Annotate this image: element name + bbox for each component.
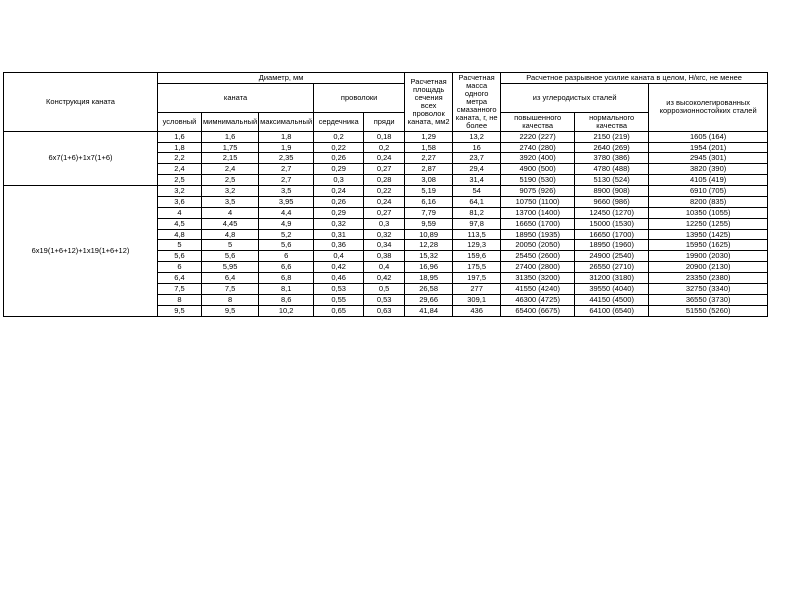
data-cell: 44150 (4500) bbox=[575, 294, 649, 305]
data-cell: 1,75 bbox=[202, 142, 259, 153]
data-cell: 4,9 bbox=[259, 218, 314, 229]
data-cell: 129,3 bbox=[453, 240, 501, 251]
table-row bbox=[4, 131, 768, 142]
data-cell: 16650 (1700) bbox=[501, 218, 575, 229]
data-cell: 4,45 bbox=[202, 218, 259, 229]
data-cell: 6 bbox=[259, 251, 314, 262]
data-cell: 309,1 bbox=[453, 294, 501, 305]
data-cell: 23,7 bbox=[453, 153, 501, 164]
data-cell: 0,53 bbox=[314, 283, 364, 294]
data-cell: 2,7 bbox=[259, 164, 314, 175]
data-cell: 0,22 bbox=[364, 186, 405, 197]
data-cell: 36550 (3730) bbox=[649, 294, 768, 305]
data-cell: 10,2 bbox=[259, 305, 314, 316]
data-cell: 7,5 bbox=[202, 283, 259, 294]
data-cell: 3,95 bbox=[259, 196, 314, 207]
data-cell: 0,18 bbox=[364, 131, 405, 142]
data-cell: 3,6 bbox=[158, 196, 202, 207]
data-cell: 3920 (400) bbox=[501, 153, 575, 164]
data-cell: 29,66 bbox=[405, 294, 453, 305]
header-strand: пряди bbox=[364, 112, 405, 131]
data-cell: 277 bbox=[453, 283, 501, 294]
data-cell: 9,5 bbox=[202, 305, 259, 316]
data-cell: 3820 (390) bbox=[649, 164, 768, 175]
data-cell: 46300 (4725) bbox=[501, 294, 575, 305]
data-cell: 0,29 bbox=[314, 164, 364, 175]
header-minimal: мимнимальный bbox=[202, 112, 259, 131]
data-cell: 113,5 bbox=[453, 229, 501, 240]
header-construction: Конструкция каната bbox=[4, 73, 158, 132]
data-cell: 2,4 bbox=[202, 164, 259, 175]
data-cell: 0,5 bbox=[364, 283, 405, 294]
header-breaking-group: Расчетное разрывное усилие каната в целом, Н/кгс, не менее bbox=[501, 73, 768, 84]
data-cell: 10350 (1055) bbox=[649, 207, 768, 218]
data-cell: 16 bbox=[453, 142, 501, 153]
data-cell: 0,24 bbox=[314, 186, 364, 197]
data-cell: 5,19 bbox=[405, 186, 453, 197]
data-cell: 13700 (1400) bbox=[501, 207, 575, 218]
data-cell: 1,9 bbox=[259, 142, 314, 153]
data-cell: 0,63 bbox=[364, 305, 405, 316]
data-cell: 39550 (4040) bbox=[575, 283, 649, 294]
data-cell: 32750 (3340) bbox=[649, 283, 768, 294]
data-cell: 1,6 bbox=[158, 131, 202, 142]
header-normal-quality: нормального качества bbox=[575, 112, 649, 131]
data-cell: 5 bbox=[202, 240, 259, 251]
data-cell: 65400 (6675) bbox=[501, 305, 575, 316]
data-cell: 0,2 bbox=[364, 142, 405, 153]
data-cell: 8900 (908) bbox=[575, 186, 649, 197]
data-cell: 54 bbox=[453, 186, 501, 197]
data-cell: 20050 (2050) bbox=[501, 240, 575, 251]
data-cell: 2,27 bbox=[405, 153, 453, 164]
data-cell: 41,84 bbox=[405, 305, 453, 316]
data-cell: 64100 (6540) bbox=[575, 305, 649, 316]
data-cell: 6910 (705) bbox=[649, 186, 768, 197]
data-cell: 0,42 bbox=[314, 262, 364, 273]
data-cell: 4 bbox=[202, 207, 259, 218]
data-cell: 1,58 bbox=[405, 142, 453, 153]
table-body bbox=[4, 131, 768, 316]
data-cell: 7,5 bbox=[158, 283, 202, 294]
data-cell: 1,6 bbox=[202, 131, 259, 142]
data-cell: 97,8 bbox=[453, 218, 501, 229]
header-carbon-steels: из углеродистых сталей bbox=[501, 83, 649, 112]
data-cell: 4 bbox=[158, 207, 202, 218]
data-cell: 0,53 bbox=[364, 294, 405, 305]
data-cell: 0,55 bbox=[314, 294, 364, 305]
data-cell: 2740 (280) bbox=[501, 142, 575, 153]
data-cell: 6 bbox=[158, 262, 202, 273]
data-cell: 12250 (1255) bbox=[649, 218, 768, 229]
data-cell: 7,79 bbox=[405, 207, 453, 218]
data-cell: 31,4 bbox=[453, 175, 501, 186]
data-cell: 8 bbox=[202, 294, 259, 305]
data-cell: 13,2 bbox=[453, 131, 501, 142]
data-cell: 0,22 bbox=[314, 142, 364, 153]
header-rope: каната bbox=[158, 83, 314, 112]
data-cell: 5130 (524) bbox=[575, 175, 649, 186]
data-cell: 5 bbox=[158, 240, 202, 251]
header-area: Расчетная площадь сечения всех проволок каната, мм2 bbox=[405, 73, 453, 132]
data-cell: 1,8 bbox=[259, 131, 314, 142]
data-cell: 26,58 bbox=[405, 283, 453, 294]
data-cell: 8,1 bbox=[259, 283, 314, 294]
data-cell: 2,2 bbox=[158, 153, 202, 164]
data-cell: 6,6 bbox=[259, 262, 314, 273]
data-cell: 1,8 bbox=[158, 142, 202, 153]
data-cell: 4,4 bbox=[259, 207, 314, 218]
data-cell: 4,5 bbox=[158, 218, 202, 229]
data-cell: 8,6 bbox=[259, 294, 314, 305]
data-cell: 15,32 bbox=[405, 251, 453, 262]
data-cell: 0,26 bbox=[314, 196, 364, 207]
header-nominal: условный bbox=[158, 112, 202, 131]
table-header bbox=[4, 73, 768, 132]
data-cell: 0,38 bbox=[364, 251, 405, 262]
header-wire: проволоки bbox=[314, 83, 405, 112]
data-cell: 0,27 bbox=[364, 164, 405, 175]
data-cell: 0,3 bbox=[314, 175, 364, 186]
data-cell: 0,29 bbox=[314, 207, 364, 218]
data-cell: 2,87 bbox=[405, 164, 453, 175]
data-cell: 1,29 bbox=[405, 131, 453, 142]
data-cell: 16650 (1700) bbox=[575, 229, 649, 240]
data-cell: 2945 (301) bbox=[649, 153, 768, 164]
data-cell: 12,28 bbox=[405, 240, 453, 251]
construction-cell: 6х7(1+6)+1х7(1+6) bbox=[4, 131, 158, 185]
header-high-quality: повышенного качества bbox=[501, 112, 575, 131]
data-cell: 5190 (530) bbox=[501, 175, 575, 186]
data-cell: 16,96 bbox=[405, 262, 453, 273]
data-cell: 26550 (2710) bbox=[575, 262, 649, 273]
data-cell: 64,1 bbox=[453, 196, 501, 207]
data-cell: 31350 (3200) bbox=[501, 273, 575, 284]
data-cell: 4,8 bbox=[202, 229, 259, 240]
data-cell: 436 bbox=[453, 305, 501, 316]
data-cell: 25450 (2600) bbox=[501, 251, 575, 262]
data-cell: 23350 (2380) bbox=[649, 273, 768, 284]
construction-cell: 6х19(1+6+12)+1х19(1+6+12) bbox=[4, 186, 158, 317]
header-row-1 bbox=[4, 73, 768, 84]
data-cell: 0,24 bbox=[364, 153, 405, 164]
header-mass: Расчетная масса одного метра смазанного каната, г, не более bbox=[453, 73, 501, 132]
data-cell: 2,4 bbox=[158, 164, 202, 175]
data-cell: 0,42 bbox=[364, 273, 405, 284]
data-cell: 0,31 bbox=[314, 229, 364, 240]
data-cell: 2,5 bbox=[202, 175, 259, 186]
data-cell: 6,16 bbox=[405, 196, 453, 207]
data-cell: 19900 (2030) bbox=[649, 251, 768, 262]
data-cell: 12450 (1270) bbox=[575, 207, 649, 218]
table-row bbox=[4, 186, 768, 197]
data-cell: 18950 (1960) bbox=[575, 240, 649, 251]
data-cell: 20900 (2130) bbox=[649, 262, 768, 273]
data-cell: 2220 (227) bbox=[501, 131, 575, 142]
data-cell: 0,3 bbox=[364, 218, 405, 229]
data-cell: 5,95 bbox=[202, 262, 259, 273]
data-cell: 24900 (2540) bbox=[575, 251, 649, 262]
data-cell: 159,6 bbox=[453, 251, 501, 262]
data-cell: 51550 (5260) bbox=[649, 305, 768, 316]
data-cell: 0,4 bbox=[314, 251, 364, 262]
data-cell: 9075 (926) bbox=[501, 186, 575, 197]
data-cell: 3,5 bbox=[202, 196, 259, 207]
data-cell: 0,34 bbox=[364, 240, 405, 251]
data-cell: 2,15 bbox=[202, 153, 259, 164]
data-cell: 10750 (1100) bbox=[501, 196, 575, 207]
data-cell: 9,5 bbox=[158, 305, 202, 316]
data-cell: 5,6 bbox=[202, 251, 259, 262]
data-cell: 6,8 bbox=[259, 273, 314, 284]
data-cell: 5,6 bbox=[158, 251, 202, 262]
header-core: сердечника bbox=[314, 112, 364, 131]
data-cell: 0,4 bbox=[364, 262, 405, 273]
data-cell: 15950 (1625) bbox=[649, 240, 768, 251]
data-cell: 2640 (269) bbox=[575, 142, 649, 153]
data-cell: 3,2 bbox=[158, 186, 202, 197]
data-cell: 4900 (500) bbox=[501, 164, 575, 175]
data-cell: 9,59 bbox=[405, 218, 453, 229]
data-cell: 2150 (219) bbox=[575, 131, 649, 142]
data-cell: 6,4 bbox=[158, 273, 202, 284]
data-cell: 4,8 bbox=[158, 229, 202, 240]
data-cell: 3780 (386) bbox=[575, 153, 649, 164]
data-cell: 1605 (164) bbox=[649, 131, 768, 142]
data-cell: 0,2 bbox=[314, 131, 364, 142]
data-cell: 8200 (835) bbox=[649, 196, 768, 207]
rope-specification-table bbox=[3, 72, 768, 317]
data-cell: 0,24 bbox=[364, 196, 405, 207]
data-cell: 4780 (488) bbox=[575, 164, 649, 175]
data-cell: 0,65 bbox=[314, 305, 364, 316]
header-maximal: максимальный bbox=[259, 112, 314, 131]
data-cell: 18,95 bbox=[405, 273, 453, 284]
data-cell: 0,46 bbox=[314, 273, 364, 284]
data-cell: 0,32 bbox=[314, 218, 364, 229]
header-corrosion-resistant: из высоколегированных коррозионностойких сталей bbox=[649, 83, 768, 131]
data-cell: 29,4 bbox=[453, 164, 501, 175]
data-cell: 2,5 bbox=[158, 175, 202, 186]
data-cell: 3,5 bbox=[259, 186, 314, 197]
data-cell: 1954 (201) bbox=[649, 142, 768, 153]
data-cell: 0,36 bbox=[314, 240, 364, 251]
data-cell: 2,7 bbox=[259, 175, 314, 186]
data-cell: 27400 (2800) bbox=[501, 262, 575, 273]
data-cell: 5,6 bbox=[259, 240, 314, 251]
data-cell: 175,5 bbox=[453, 262, 501, 273]
data-cell: 6,4 bbox=[202, 273, 259, 284]
data-cell: 2,35 bbox=[259, 153, 314, 164]
data-cell: 15000 (1530) bbox=[575, 218, 649, 229]
data-cell: 81,2 bbox=[453, 207, 501, 218]
header-diameter-group: Диаметр, мм bbox=[158, 73, 405, 84]
data-cell: 5,2 bbox=[259, 229, 314, 240]
data-cell: 10,89 bbox=[405, 229, 453, 240]
data-cell: 3,2 bbox=[202, 186, 259, 197]
data-cell: 41550 (4240) bbox=[501, 283, 575, 294]
data-cell: 31200 (3180) bbox=[575, 273, 649, 284]
data-cell: 0,32 bbox=[364, 229, 405, 240]
data-cell: 197,5 bbox=[453, 273, 501, 284]
data-cell: 18950 (1935) bbox=[501, 229, 575, 240]
data-cell: 0,28 bbox=[364, 175, 405, 186]
data-cell: 8 bbox=[158, 294, 202, 305]
data-cell: 4105 (419) bbox=[649, 175, 768, 186]
data-cell: 9660 (986) bbox=[575, 196, 649, 207]
data-cell: 3,08 bbox=[405, 175, 453, 186]
data-cell: 13950 (1425) bbox=[649, 229, 768, 240]
data-cell: 0,26 bbox=[314, 153, 364, 164]
data-cell: 0,27 bbox=[364, 207, 405, 218]
